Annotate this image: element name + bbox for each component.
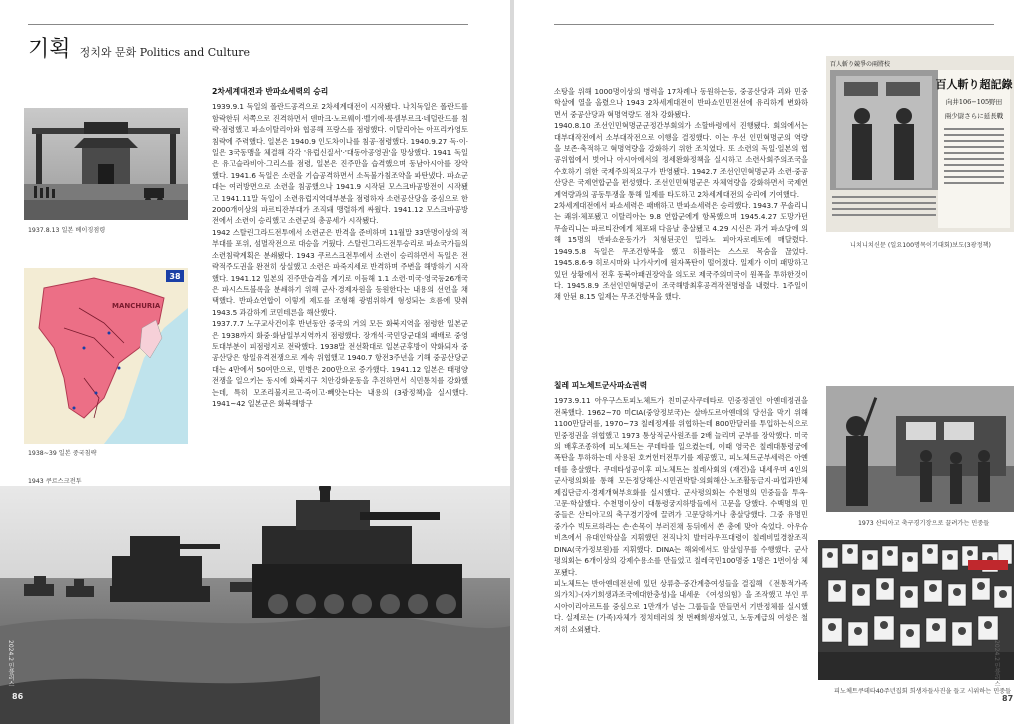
paragraph: 1939.9.1 독일의 폴란드공격으로 2차세계대전이 시작됐다. 나치독일은 폴란드를 함락한뒤 서쪽으로 진격하면서 덴마크·노르웨이·벨기에·룩셈부르크·네덜란드를 침략·점령했고 파쇼이탈리아와 협공해 프랑스를 점령했다. 이탈리아는 아프리카영토침략에 주력했다. 일본은 1940.9 인도차이나를 침공·점령했다. 1940.9.27 독·이·일은 3국동맹을 체결해 각각 '유럽신질서'·'대동아공영권'을 망상했다. 1941 독일은 유고슬라비아·그리스를 점령, 일본은 진주만을 습격했으며 동남아시아를 장악했다. 1941.6 독일은 소련을 기습공격하면서 소독불가침조약을 파탄냈다. 파쇼군대는 여러방면으로 소련을 침공했으나 1941.9 시작된 모스크바공방전이 시작됐고 1941.11말 독일이 소련유럽지역대부분을 점령하자 소련공산당을 중심으로 한 2000개이상의 파르티잔부대가 조직돼 맹렬하게 싸웠다. 1941.12 모스크바공방전에서 소련이 승리했고 소련군의 총공세가 시작됐다. [212,102,468,226]
newspaper-side-heading: 百人斬り競爭の兩將校 [830,61,891,68]
right-side-tag: 2024.2 민플러스 [993,640,1000,687]
paragraph: 1942 스탈린그라드전투에서 소련군은 반격을 준비하며 11월말 33만명이상의 적부대를 포위, 섬멸작전으로 대승을 거뒀다. 스탈린그라드전투승리로 파쇼국가들의 소련침략계획은 분쇄됐다. 1943 쿠르스크전투에서 소련이 승리하면서 독일은 전략적주도권을 완전히 상실했고 소련은 파죽지세로 반격하며 주변을 해방하기 시작했다. 1941.12 일본의 진주만습격을 계기로 이듬해 1.1 소련·미국·영국등26개국은 파시스트블록을 분쇄하기 위해 군사·경제자원을 동원한다는 내용의 선언을 채택했다. 반파쇼연합이 이렇게 제도를 조형해 광범위하게 형성되는 흐름에 맞춰 1943.5 과감하게 코민테른을 해산했다. [212,227,468,317]
top-rule [554,24,994,25]
left-article [212,86,468,466]
left-side-tag: 2024.2 민플러스 [7,640,14,687]
chile-tank-caption: 1973 산티아고 축구경기장으로 끌려가는 민중들 [858,520,990,527]
newspaper-headline: 百人斬り超記錄 [935,78,1013,91]
top-rule [28,24,468,25]
section-title-korean: 기획 [28,37,71,62]
newspaper-caption: 니치니치신문 (일요100명목이기대회)보도(3광정책) [850,242,991,249]
paragraph: 1937.7.7 노구교사건이후 반년동안 중국의 거의 모든 화북지역을 점령한 일본군은 1938까지 화중·화남일부지역까지 점령했다. 장개석·국민당군대의 패배로 중영토대부분이 피점령지로 전락했다. 1938말 전선확대로 일본군후방이 약화되자 중공산당은 항일유격전쟁으로 계속 위협했고 1940.7 항전3주년을 기해 중공산당군대는 4만에서 50여만으로, 민병은 200만으로 증가했다. 1941.12 일본은 태평양전쟁을 일으키는 동시에 화북지구 치안강화운동을 추진하면서 식민통치를 강화했는데, 특히 모조리불지르고·죽이고·빼앗는다는 내용의 (3광정책)을 실시했다. 1941~42 일본군은 화북해방구 [212,319,468,408]
beijing-occupation-photo [24,108,188,220]
section-title [28,32,250,63]
beijing-photo-caption: 1937.8.13 일본 베이징점령 [28,227,106,234]
right-article-b [554,380,808,710]
paragraph: 1973.9.11 아우구스토피노체트가 친미군사쿠데타로 민중정권인 아옌데정권을 전복했다. 1962~70 미CIA(중앙정보국)는 살바도르아옌데의 당선을 막기 위해 1100만달러를, 1970~73 칠레정계를 위협하는데 800만달러를 투입하는식으로 민중정권을 위협했고 1973 통상적군사원조를 2배 늘리며 군부를 장악했다. 미국의 배후조종하에 피노체트는 쿠데타를 일으켰는데, 이때 영국은 칠레대통령궁에 폭탄을 투하하는데 사용된 호커헌터전투기를 제공했고, 피노체트군부세력은 아옌데를 총살했다. 쿠데타성공이후 피노체트는 칠레사회의 (재건)을 내세우며 4인의 군사평의회를 통해 모든정당해산·시민권박탈·의회해산·노조활동금지·파업과반체제집단금지·경제개혁부흐화를 실시했다. 군사평의회는 수천명의 민중들을 투옥·고문·학살했다. 수천명이상이 대통령궁지하방들에서 고문을 당했다. 수백명의 민중들은 산티아고의 축구경기장에 끌려가 고문당하거나 총살당했다. 그중 유명민중가수 빅토르하라는 손·손목이 부러진채 동뒤에서 쏜 총에 맞아 숙었다. 아우슈비츠에서 유대인학살을 지휘했던 전직나치 발터라우프대령이 칠레비밀경찰조직 DINA(국가정보원)를 지휘했다. DINA는 해외에서도 암살임무를 수행했다. 군사평의회는 6개이상의 강제수용소를 만들었고 칠레국민100명중 1명은 1번이상 체포됐다. [554,396,808,577]
right-article-a [554,86,808,348]
map-badge: 38 [169,272,181,281]
paragraph: 피노체트는 반아옌데전선에 있던 상류층·중간계층여성들을 결집해 《전통적가족의가치》·(자기희생과조국에대한충성)을 내세운 《여성의힘》을 조작했고 부인 루시아이리아르트를 중심으로 1만개가 넘는 그룹들을 만들면서 기반정체를 실시했다. 실제로는 (가족)자체가 정치테러의 첫 번째희생자였고, 노동계급의 여성은 철저히 소외됐다. [554,578,808,634]
newspaper-subheadline: 兩少尉さらに延長戰 [944,112,1004,120]
article-title: 칠레 피노체트군사파쇼권력 [554,381,648,390]
paragraph: 소탕을 위해 1000명이상의 병력을 17차례나 동원하는등, 중공산당과 괴와 민중학살에 열을 올렸으나 1943 2차세계대전이 반파쇼인민전선에 유리하게 변화하면서 중공산당과 혁명역량도 점차 강화됐다. [554,87,808,119]
left-page [0,0,510,724]
left-page-number: 86 [12,692,24,701]
paragraph: 1940.8.10 조선인민혁명군군정간부회의가 소할바령에서 진행됐다. 회의에서는 대부대작전에서 소부대작전으로 이행을 결정했다. 이는 우선 인민혁명군의 역량을 보존·축적하고 혁명역량을 강화하기 위한 조치였다. 또 소련의 독일·일본의 협공위협에서 벗어나 아시아에서의 정세완화정책을 실시하고 소련사회주의조국을 수호하기 위한 국제주의적요구가 반영됐다. 1942.7 조선인민혁명군과 소련·중공산당은 국제연합군을 편성했다. 조선인민혁명군은 자체역량을 강화하면서 국제연계역량과의 공동투쟁을 통해 일제를 타도하고 2차세계대전의 승리에 기여했다. [554,121,808,199]
right-page [514,0,1024,724]
map-region-label: MANCHURIA [112,302,161,310]
china-invasion-map [24,268,188,444]
chile-coup-photo [826,386,1014,512]
protest-photo [818,540,1014,680]
map-caption: 1938~39 일본 중국침략 [28,450,97,457]
paragraph: 2차세계대전에서 파쇼세력은 패배하고 반파쇼세력은 승리했다. 1943.7 무솔리니는 쾌위·체포됐고 이탈리아는 9.8 연합군에게 항복했으며 1945.4.27 도망가던 무솔리니는 파르티잔에게 체포돼 다음날 총살됐고 4.29 시신은 과거 파쇼당에 의해 15명의 반파쇼운동가가 처형된곳인 밀라노 피아자로레토에 매달렸다. 1949.5.8 독일은 무조건항복을 했고 히틀러는 스스로 목숨을 끊었다. 1945.8.6·9 히로시마와 나가사키에 원자폭탄이 떨어졌다. 일제가 이미 패망하고있던 상황에서 전후 동북아패권장악을 의도로 제국주의미국이 원폭을 투하한것이다. 1945.8.9 조선인민혁명군이 조국해방최후공격작전명령을 내렸다. 1주일이 채 안된 8.15 일제는 무조건항복을 했다. [554,201,808,302]
section-title-subtitle: 정치와 문화 Politics and Culture [79,46,251,59]
article-title: 2차세계대전과 반파쇼세력의 승리 [212,87,329,96]
protest-caption: 피노체트쿠데타40주년집회 희생자들사진을 들고 시위하는 민중들 [834,688,1012,695]
kursk-battle-photo [0,486,510,724]
newspaper-subheadline: 向井106−105野田 [945,98,1003,106]
newspaper-clipping [826,56,1014,232]
kursk-caption: 1943 쿠르스크전투 [28,478,82,485]
right-page-number: 87 [1002,694,1014,703]
